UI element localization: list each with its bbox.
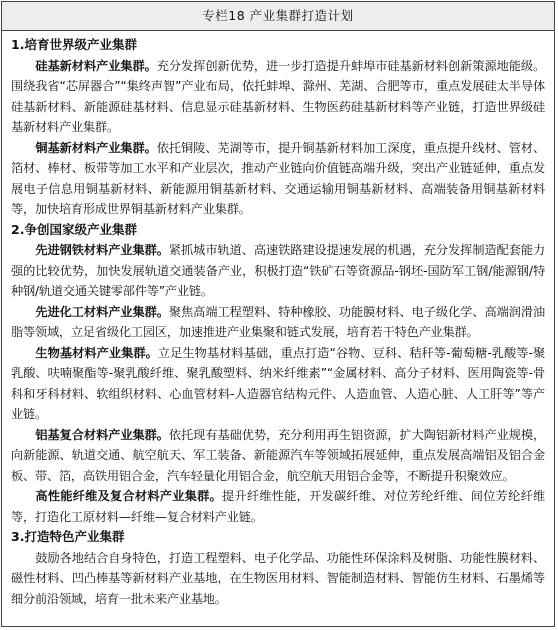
paragraph-text: 鼓励各地结合自身特色，打造工程塑料、电子化学品、功能性环保涂料及树脂、功能性膜材料、磁性材料、凹凸棒基等新材料产业基地，在生物医用材料、智能制造材料、智能仿生材料、石墨烯等细分前沿领域，培育一批未来产业基地。 xyxy=(11,550,545,606)
paragraph xyxy=(11,548,545,610)
paragraph-lead: 铜基新材料产业集群。 xyxy=(35,140,157,155)
box-content xyxy=(2,31,554,609)
feature-box xyxy=(1,1,555,627)
paragraph-lead: 铝基复合材料产业集群。 xyxy=(35,427,169,442)
paragraph-text: 立足生物基材料基础，重点打造“谷物、豆科、秸秆等-葡萄糖-乳酸等-聚乳酸、呋喃聚酯等-聚乳酸纤维、聚乳酸塑料、纳米纤维素”“金属材料、高分子材料、医用陶瓷等-骨科和牙科材料、软组织材料、心血管材料-人造器官结构元件、人造血管、人造心脏、人工肝等”等产业链。 xyxy=(11,345,545,421)
paragraph xyxy=(11,240,545,302)
paragraph-text: 聚焦高端工程塑料、特种橡胶、功能膜材料、电子级化学、高端润滑油脂等领域，立足省级化工园区，加速推进产业集聚和链式发展，培育若干特色产业集群。 xyxy=(11,304,545,339)
paragraph xyxy=(11,425,545,487)
paragraph-lead: 高性能纤维及复合材料产业集群。 xyxy=(35,489,222,503)
paragraph xyxy=(11,56,545,138)
paragraph-text: 充分发挥创新优势，进一步打造提升蚌埠市硅基新材料创新策源地能级。围绕我省“芯屏器合”“集终声智”产业布局，依托蚌埠、滁州、芜湖、合肥等市，重点发展硅太半导体硅基新材料、新能源硅基材料、信息显示硅基新材料、生物医药硅基新材料等产业链，打造世界级硅基新材料产业集群。 xyxy=(11,58,545,134)
paragraph-lead: 先进化工材料产业集群。 xyxy=(35,304,169,319)
paragraph xyxy=(11,302,545,343)
paragraph-text: 提升纤维性能，开发碳纤维、对位芳纶纤维、间位芳纶纤维等，打造化工原材料—纤维—复合材料产业链。 xyxy=(11,489,545,524)
section-heading: 3.打造特色产业集群 xyxy=(11,529,125,544)
paragraph-text: 紧抓城市轨道、高速铁路建设提速发展的机遇，充分发挥制造配套能力强的比较优势，加快发展轨道交通装备产业，积极打造“铁矿石等资源品-钢坯-国防军工钢/能源钢/特种钢/轨道交通关键零部件等”产业链。 xyxy=(11,243,545,298)
paragraph xyxy=(11,343,545,425)
section-heading: 2.争创国家级产业集群 xyxy=(11,221,137,237)
paragraph-text: 依托现有基础优势，充分利用再生铝资源，扩大陶铝新材料产业规模，向新能源、轨道交通、航空航天、军工装备、新能源汽车等领域拓展延伸，重点发展高端铝及铝合金板、带、箔，高铁用铝合金，汽车轻量化用铝合金，航空航天用铝合金等，不断提升积聚效应。 xyxy=(11,427,545,483)
paragraph-text: 依托铜陵、芜湖等市，提升铜基新材料加工深度，重点提升线材、管材、箔材、棒材、板带等加工水平和产业层次，推动产业链向价值链高端升级，突出产业链延伸，重点发展电子信息用铜基新材料、新能源用铜基新材料、交通运输用铜基新材料、高端装备用铜基新材料等，加快培育形成世界铜基新材料产业集群。 xyxy=(11,140,545,216)
section-heading: 1.培育世界级产业集群 xyxy=(11,37,137,52)
paragraph-lead: 先进钢铁材料产业集群。 xyxy=(35,243,169,257)
box-title: 专栏18 产业集群打造计划 xyxy=(2,2,554,31)
paragraph xyxy=(11,138,545,220)
paragraph xyxy=(11,486,545,527)
paragraph-lead: 生物基材料产业集群。 xyxy=(35,345,158,360)
paragraph-lead: 硅基新材料产业集群。 xyxy=(35,58,157,73)
